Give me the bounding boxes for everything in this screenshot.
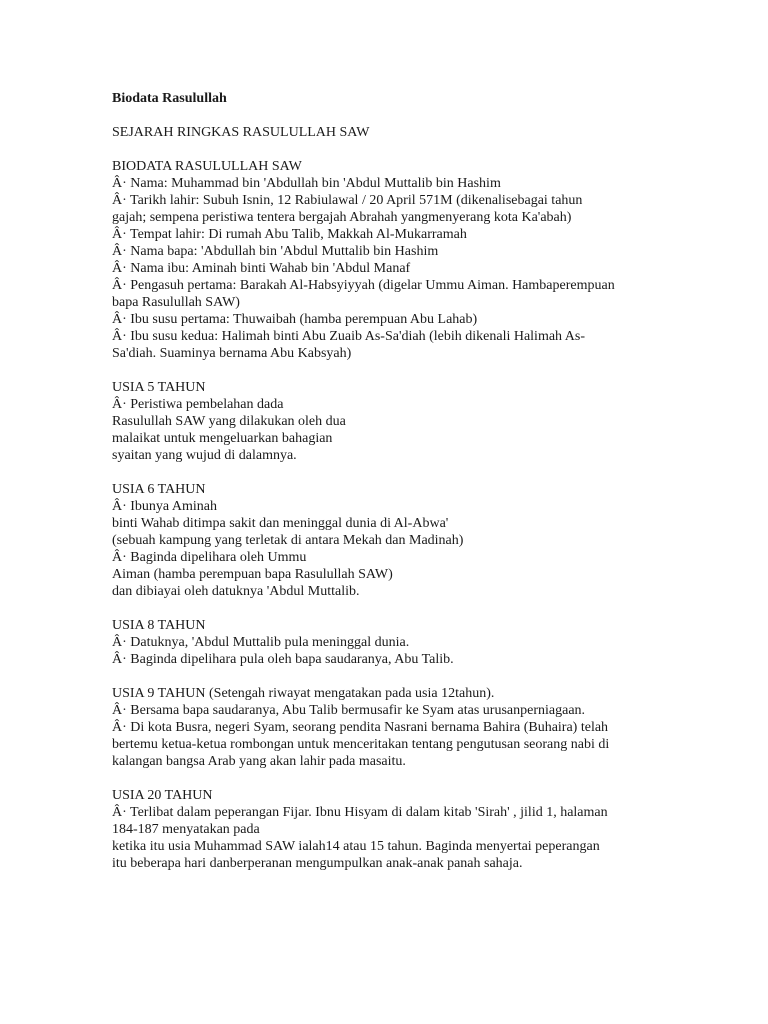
section-line: Â· Ibu susu pertama: Thuwaibah (hamba perempuan Abu Lahab) bbox=[112, 312, 478, 327]
section-line: Â· Ibu susu kedua: Halimah binti Abu Zuaib As-Sa'diah (lebih dikenali Halimah As- bbox=[112, 329, 585, 344]
section-line: Â· Tempat lahir: Di rumah Abu Talib, Makkah Al-Mukarramah bbox=[112, 227, 467, 242]
section-line: Â· Baginda dipelihara pula oleh bapa saudaranya, Abu Talib. bbox=[112, 652, 454, 667]
section-line: malaikat untuk mengeluarkan bahagian bbox=[112, 431, 333, 446]
section-line-first: USIA 5 TAHUN bbox=[112, 380, 206, 395]
document-body bbox=[112, 124, 668, 872]
section-line-first: USIA 20 TAHUN bbox=[112, 788, 213, 803]
document-title: Biodata Rasulullah bbox=[112, 91, 227, 106]
section-line: Â· Bersama bapa saudaranya, Abu Talib bermusafir ke Syam atas urusanperniagaan. bbox=[112, 703, 586, 718]
section-line: itu beberapa hari danberperanan mengumpulkan anak-anak panah sahaja. bbox=[112, 856, 523, 871]
section-line: Â· Nama ibu: Aminah binti Wahab bin 'Abdul Manaf bbox=[112, 261, 411, 276]
document-section bbox=[112, 379, 668, 464]
section-line-first: SEJARAH RINGKAS RASULULLAH SAW bbox=[112, 125, 370, 140]
document-section bbox=[112, 158, 668, 362]
section-line: Â· Nama bapa: 'Abdullah bin 'Abdul Muttalib bin Hashim bbox=[112, 244, 439, 259]
document-section bbox=[112, 787, 668, 872]
section-line-first: BIODATA RASULULLAH SAW bbox=[112, 159, 302, 174]
section-line: Â· Datuknya, 'Abdul Muttalib pula meninggal dunia. bbox=[112, 635, 410, 650]
section-line: Â· Tarikh lahir: Subuh Isnin, 12 Rabiulawal / 20 April 571M (dikenalisebagai tahun bbox=[112, 193, 583, 208]
document-section bbox=[112, 685, 668, 770]
section-line: Â· Nama: Muhammad bin 'Abdullah bin 'Abdul Muttalib bin Hashim bbox=[112, 176, 501, 191]
section-line: dan dibiayai oleh datuknya 'Abdul Muttalib. bbox=[112, 584, 360, 599]
document-section bbox=[112, 124, 668, 141]
section-line: binti Wahab ditimpa sakit dan meninggal dunia di Al-Abwa' bbox=[112, 516, 449, 531]
section-line-first: USIA 9 TAHUN (Setengah riwayat mengatakan pada usia 12tahun). bbox=[112, 686, 495, 701]
section-line: Â· Terlibat dalam peperangan Fijar. Ibnu Hisyam di dalam kitab 'Sirah' , jilid 1, halaman bbox=[112, 805, 608, 820]
section-line: Sa'diah. Suaminya bernama Abu Kabsyah) bbox=[112, 346, 352, 361]
section-line: Â· Peristiwa pembelahan dada bbox=[112, 397, 284, 412]
section-line: 184-187 menyatakan pada bbox=[112, 822, 260, 837]
section-line: Â· Baginda dipelihara oleh Ummu bbox=[112, 550, 307, 565]
section-line-first: USIA 8 TAHUN bbox=[112, 618, 206, 633]
section-line: ketika itu usia Muhammad SAW ialah14 atau 15 tahun. Baginda menyertai peperangan bbox=[112, 839, 600, 854]
section-line: bertemu ketua-ketua rombongan untuk menceritakan tentang pengutusan seorang nabi di bbox=[112, 737, 610, 752]
section-line: gajah; sempena peristiwa tentera bergajah Abrahah yangmenyerang kota Ka'abah) bbox=[112, 210, 572, 225]
section-line: kalangan bangsa Arab yang akan lahir pada masaitu. bbox=[112, 754, 406, 769]
section-line: (sebuah kampung yang terletak di antara Mekah dan Madinah) bbox=[112, 533, 464, 548]
section-line: Â· Pengasuh pertama: Barakah Al-Habsyiyyah (digelar Ummu Aiman. Hambaperempuan bbox=[112, 278, 615, 293]
document-section bbox=[112, 617, 668, 668]
section-line: Aiman (hamba perempuan bapa Rasulullah SAW) bbox=[112, 567, 393, 582]
section-line: bapa Rasulullah SAW) bbox=[112, 295, 240, 310]
section-line: syaitan yang wujud di dalamnya. bbox=[112, 448, 297, 463]
section-line-first: USIA 6 TAHUN bbox=[112, 482, 206, 497]
section-line: Â· Di kota Busra, negeri Syam, seorang pendita Nasrani bernama Bahira (Buhaira) telah bbox=[112, 720, 609, 735]
document-section bbox=[112, 481, 668, 600]
section-line: Â· Ibunya Aminah bbox=[112, 499, 217, 514]
section-line: Rasulullah SAW yang dilakukan oleh dua bbox=[112, 414, 346, 429]
